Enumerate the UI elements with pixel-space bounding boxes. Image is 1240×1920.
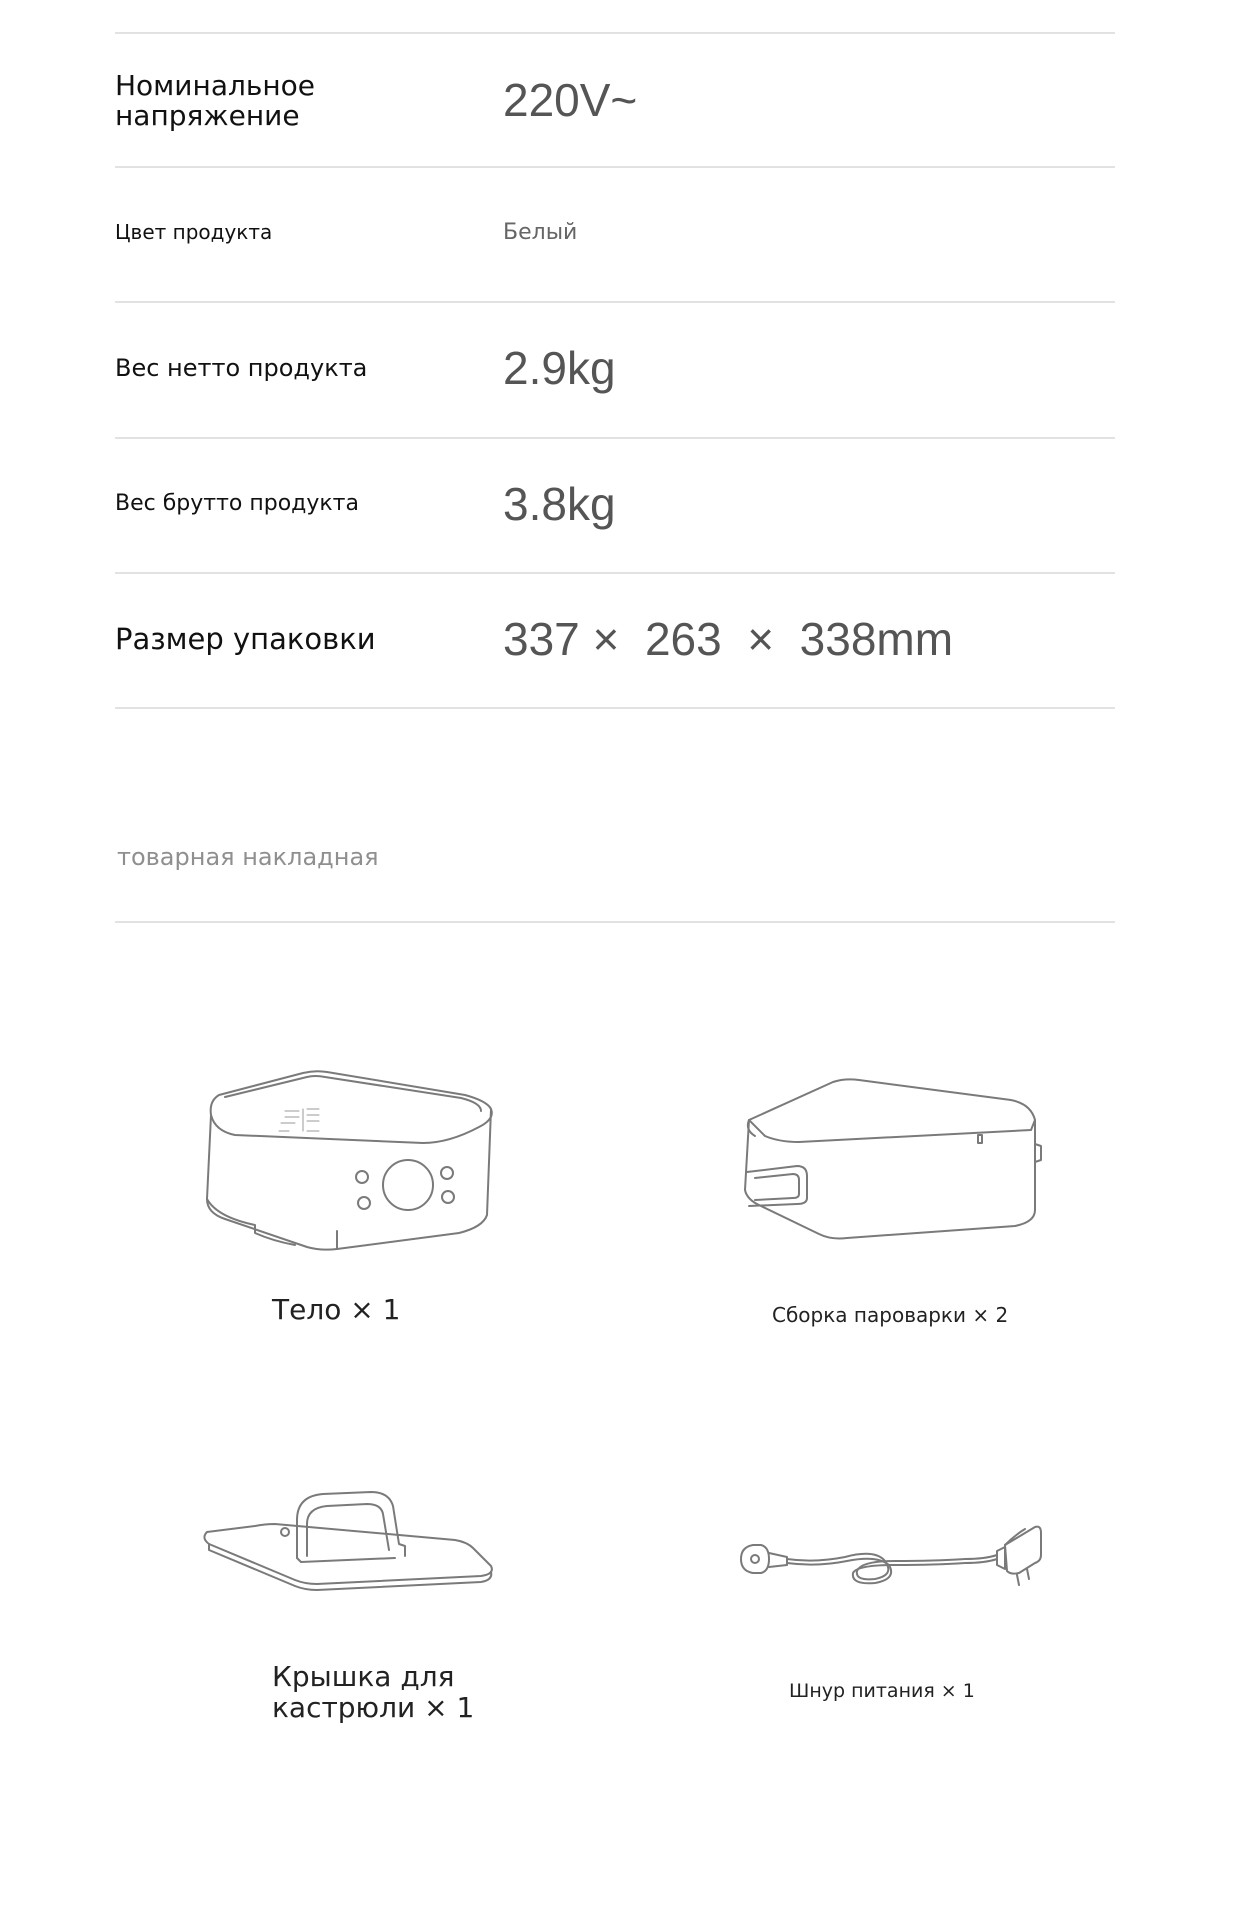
divider [115, 437, 1115, 439]
power-cord-icon [735, 1515, 1045, 1600]
packing-list-title: товарная накладная [117, 843, 379, 871]
item-caption-cord: Шнур питания × 1 [789, 1680, 975, 1702]
item-caption-lid: Крышка для кастрюли × 1 [272, 1660, 475, 1724]
spec-value-product-color: Белый [503, 220, 578, 245]
spec-label-net-weight: Вес нетто продукта [115, 354, 368, 382]
spec-value-rated-voltage: 220V~ [503, 74, 638, 126]
divider [115, 32, 1115, 34]
divider [115, 707, 1115, 709]
spec-label-rated-voltage: Номинальное напряжение [115, 69, 316, 133]
spec-label-package-size: Размер упаковки [115, 622, 376, 656]
divider [115, 166, 1115, 168]
divider [115, 921, 1115, 923]
item-caption-body: Тело × 1 [272, 1293, 401, 1326]
cooker-body-icon [195, 1065, 505, 1260]
pot-lid-icon [195, 1480, 505, 1600]
spec-label-product-color: Цвет продукта [115, 220, 273, 244]
spec-value-package-size: 337 × 263 × 338mm [503, 613, 954, 665]
spec-label-gross-weight: Вес брутто продукта [115, 491, 359, 516]
steamer-assembly-icon [735, 1070, 1045, 1255]
divider [115, 301, 1115, 303]
spec-value-net-weight: 2.9kg [503, 342, 616, 394]
spec-value-gross-weight: 3.8kg [503, 478, 616, 530]
divider [115, 572, 1115, 574]
item-caption-steamer: Сборка пароварки × 2 [772, 1303, 1009, 1327]
